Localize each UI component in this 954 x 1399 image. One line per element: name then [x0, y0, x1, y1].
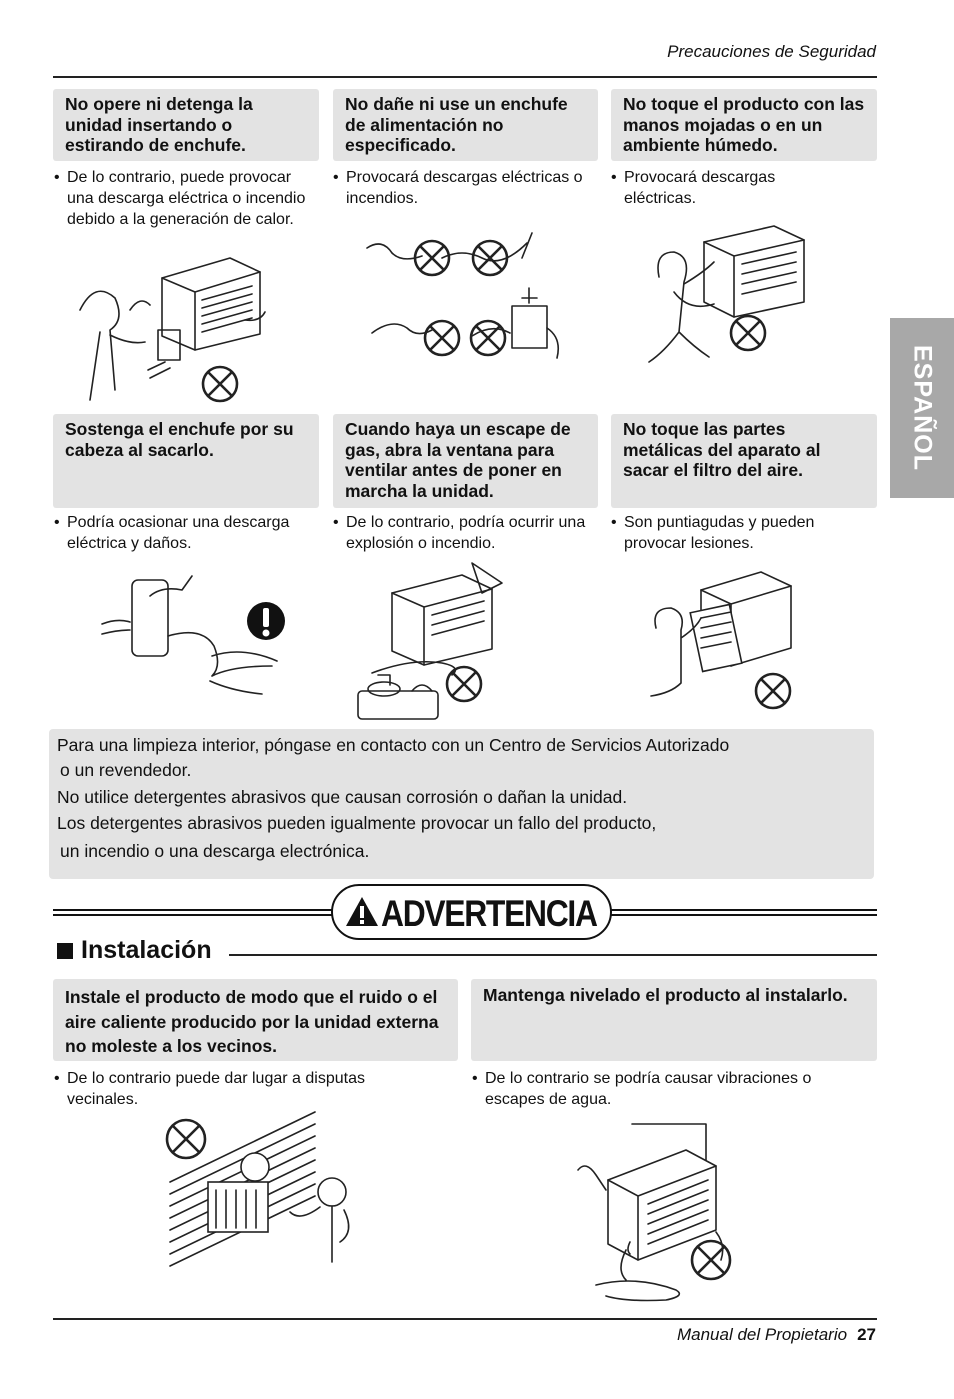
warning-rule-right — [610, 909, 877, 916]
section-rule — [229, 954, 877, 956]
precaution-text-2: • Provocará descargas eléctricas o incendios. — [333, 167, 598, 209]
footer-label: Manual del Propietario — [676, 1325, 848, 1344]
cleaning-note-line-3: No utilice detergentes abrasivos que causan corrosión o dañan la unidad. — [57, 787, 628, 807]
installation-title-1: Instale el producto de modo que el ruido o el aire caliente producido por la unidad externa no moleste a los vecinos. — [53, 979, 458, 1061]
installation-text-1: • De lo contrario puede dar lugar a disputas vecinales. — [54, 1068, 414, 1110]
precaution-text-3: • Provocará descargas eléctricas. — [611, 167, 831, 209]
illustration-plug-person — [70, 250, 280, 405]
cleaning-note-line-1: Para una limpieza interior, póngase en contacto con un Centro de Servicios Autorizado — [57, 735, 730, 755]
precaution-title-1: No opere ni detenga la unidad insertando o estirando de enchufe. — [53, 89, 319, 161]
precaution-text-5: • De lo contrario, podría ocurrir una explosión o incendio. — [333, 512, 598, 554]
illustration-wet-hands — [634, 222, 814, 367]
illustration-gas-leak — [352, 563, 512, 725]
warning-triangle-icon — [345, 895, 379, 929]
language-tab — [890, 318, 954, 498]
warning-label: ADVERTENCIA — [381, 893, 597, 934]
installation-title-2: Mantenga nivelado el producto al instalarlo. — [471, 979, 877, 1061]
precaution-title-3: No toque el producto con las manos mojadas o en un ambiente húmedo. — [611, 89, 877, 161]
prohibited-icon — [728, 313, 768, 353]
prohibited-icon — [470, 238, 510, 278]
precaution-text-1: • De lo contrario, puede provocar una descarga eléctrica o incendio debido a la generación de calor. — [54, 167, 319, 230]
cleaning-note-line-2: o un revendedor. — [60, 760, 192, 780]
precaution-title-2: No dañe ni use un enchufe de alimentación no especificado. — [333, 89, 598, 161]
page-footer — [677, 1325, 876, 1345]
precaution-title-6: No toque las partes metálicas del aparato al sacar el filtro del aire. — [611, 414, 877, 508]
prohibited-icon — [444, 664, 484, 704]
cleaning-note-line-4: Los detergentes abrasivos pueden igualmente provocar un fallo del producto, — [57, 813, 657, 833]
cleaning-note — [49, 729, 874, 879]
prohibited-icon — [468, 318, 508, 358]
caution-icon — [246, 601, 286, 641]
precaution-text-4: • Podría ocasionar una descarga eléctrica y daños. — [54, 512, 319, 554]
installation-text-2: • De lo contrario se podría causar vibraciones o escapes de agua. — [472, 1068, 872, 1110]
prohibited-icon — [422, 318, 462, 358]
illustration-damaged-plugs — [362, 228, 572, 368]
page-number: 27 — [857, 1325, 876, 1344]
running-header: Precauciones de Seguridad — [667, 42, 876, 61]
prohibited-icon — [753, 671, 793, 711]
precaution-text-6: • Son puntiagudas y pueden provocar lesiones. — [611, 512, 861, 554]
footer-rule — [53, 1318, 877, 1320]
precaution-title-4: Sostenga el enchufe por su cabeza al sacarlo. — [53, 414, 319, 508]
language-tab-label: ESPAÑOL — [908, 345, 937, 471]
warning-badge — [331, 884, 612, 940]
prohibited-icon — [200, 364, 240, 404]
section-marker-icon — [57, 943, 73, 959]
cleaning-note-line-5: un incendio o una descarga electrónica. — [60, 841, 370, 861]
header-rule — [53, 76, 877, 78]
section-title: Instalación — [81, 936, 212, 964]
prohibited-icon — [689, 1238, 733, 1282]
precaution-title-5: Cuando haya un escape de gas, abra la ventana para ventilar antes de poner en marcha la unidad. — [333, 414, 598, 508]
prohibited-icon — [412, 238, 452, 278]
warning-rule-left — [53, 909, 333, 916]
illustration-neighbors — [170, 1112, 360, 1272]
